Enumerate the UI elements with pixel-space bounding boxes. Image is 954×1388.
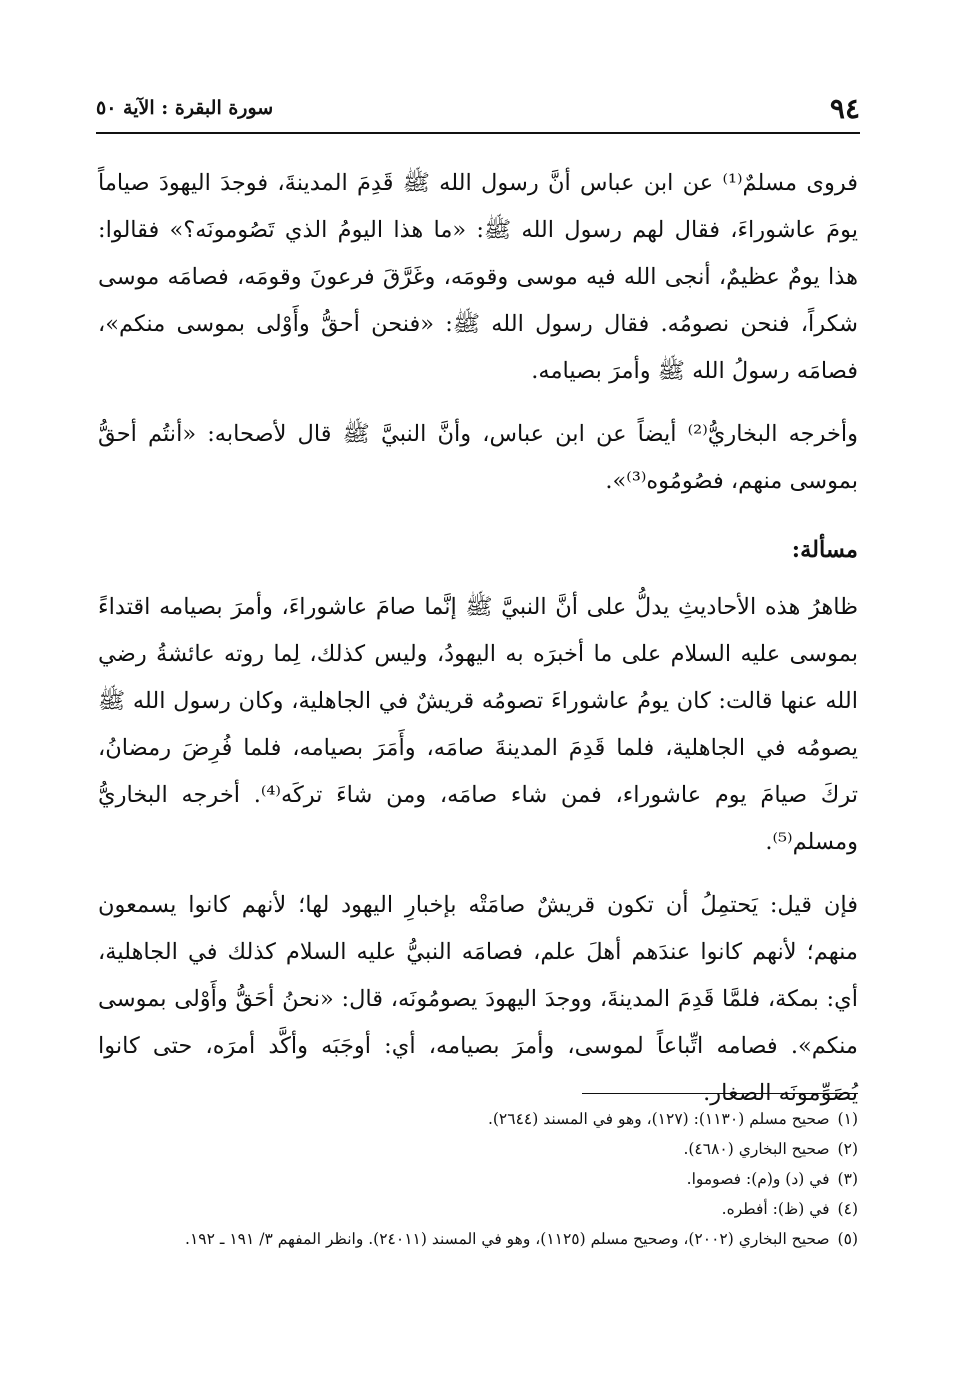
footnote-number: (١) bbox=[837, 1110, 858, 1128]
footnote bbox=[98, 1164, 858, 1194]
page-number: ٩٤ bbox=[829, 91, 860, 125]
footnote-text: صحيح البخاري (٤٦٨٠). bbox=[683, 1140, 830, 1158]
paragraph: وأخرجه البخاريُّ⁽²⁾ أيضاً عن ابن عباس، وأنَّ النبيَّ ﷺ قال لأصحابه: «أنتُم أحقُّ بموسى منهم، فصُومُوه⁽³⁾». bbox=[98, 421, 858, 494]
footnote-number: (٤) bbox=[837, 1200, 858, 1218]
paragraph: ظاهرُ هذه الأحاديثِ يدلُّ على أنَّ النبيَّ ﷺ إنَّما صامَ عاشوراءَ، وأمرَ بصيامه اقتداءً بموسى عليه السلام على ما أخبرَه به اليهودُ، وليس كذلك، لِما روته عائشةُ رضي الله عنها قالت: كان يومُ عاشوراءَ تصومُه قريشٌ في الجاهلية، وكان رسول الله ﷺ يصومُه في الجاهلية، فلما قَدِمَ المدينةَ صامَه، وأَمَرَ بصيامه، فلما فُرِضَ رمضانُ، تركَ صيامَ يوم عاشوراء، فمن شاء صامَه، ومن شاءَ تركَه⁽⁴⁾. أخرجه البخاريُّ ومسلم⁽⁵⁾. bbox=[98, 594, 858, 855]
footnote-text: صحيح البخاري (٢٠٠٢)، وصحيح مسلم (١١٢٥)، وهو في المسند (٢٤٠١١). وانظر المفهم ٣/ ١٩١ ـ ١٩٢. bbox=[185, 1230, 830, 1248]
footnote-number: (٢) bbox=[837, 1140, 858, 1158]
main-text bbox=[98, 160, 858, 1117]
paragraph: فإن قيل: يَحتمِلُ أن تكون قريشٌ صامَتْه بإخبارِ اليهود لها؛ لأنهم كانوا يسمعون منهم؛ لأنهم كانوا عندَهم أهلَ علم، فصامَه النبيُّ عليه السلام كذلك في الجاهلية، أي: بمكة، فلمَّا قَدِمَ المدينةَ، ووجدَ اليهودَ يصومُونَه، قال: «نحنُ أحَقُّ وأَوْلى بموسى منكم». فصامه اتِّباعاً لموسى، وأمرَ بصيامه، أي: أوجَبَه وأكَّد أمرَه، حتى كانوا يُصَوِّمونَه الصغار. bbox=[98, 892, 858, 1106]
footnote bbox=[98, 1134, 858, 1164]
footnote-text: في (د) و(م): فصوموا. bbox=[686, 1170, 830, 1188]
footnote bbox=[98, 1194, 858, 1224]
page-header bbox=[96, 84, 860, 134]
footnotes bbox=[98, 1104, 858, 1254]
footnote-number: (٥) bbox=[837, 1230, 858, 1248]
footnote-divider bbox=[582, 1093, 858, 1094]
section-heading: مسألة: bbox=[791, 537, 858, 563]
footnote bbox=[98, 1224, 858, 1254]
footnote-text: صحيح مسلم (١١٣٠): (١٢٧)، وهو في المسند (٢٦٤٤). bbox=[487, 1110, 830, 1128]
footnote-text: في (ظ): أفطره. bbox=[721, 1200, 830, 1218]
paragraph: فروى مسلمٌ⁽¹⁾ عن ابن عباس أنَّ رسول الله ﷺ قَدِمَ المدينةَ، فوجدَ اليهودَ صياماً يومَ عاشوراءَ، فقال لهم رسول الله ﷺ: «ما هذا اليومُ الذي تَصُومونَه؟» فقالوا: هذا يومٌ عظيمٌ، أنجى الله فيه موسى وقومَه، وغَرَّقَ فرعونَ وقومَه، فصامَه موسى شكراً، فنحن نصومُه. فقال رسول الله ﷺ: «فنحن أحقُّ وأَوْلى بموسى منكم»، فصامَه رسولُ الله ﷺ وأمرَ بصيامه. bbox=[98, 170, 859, 384]
running-title: سورة البقرة : الآية ٥٠ bbox=[96, 97, 274, 119]
footnote-number: (٣) bbox=[837, 1170, 858, 1188]
footnote bbox=[98, 1104, 858, 1134]
